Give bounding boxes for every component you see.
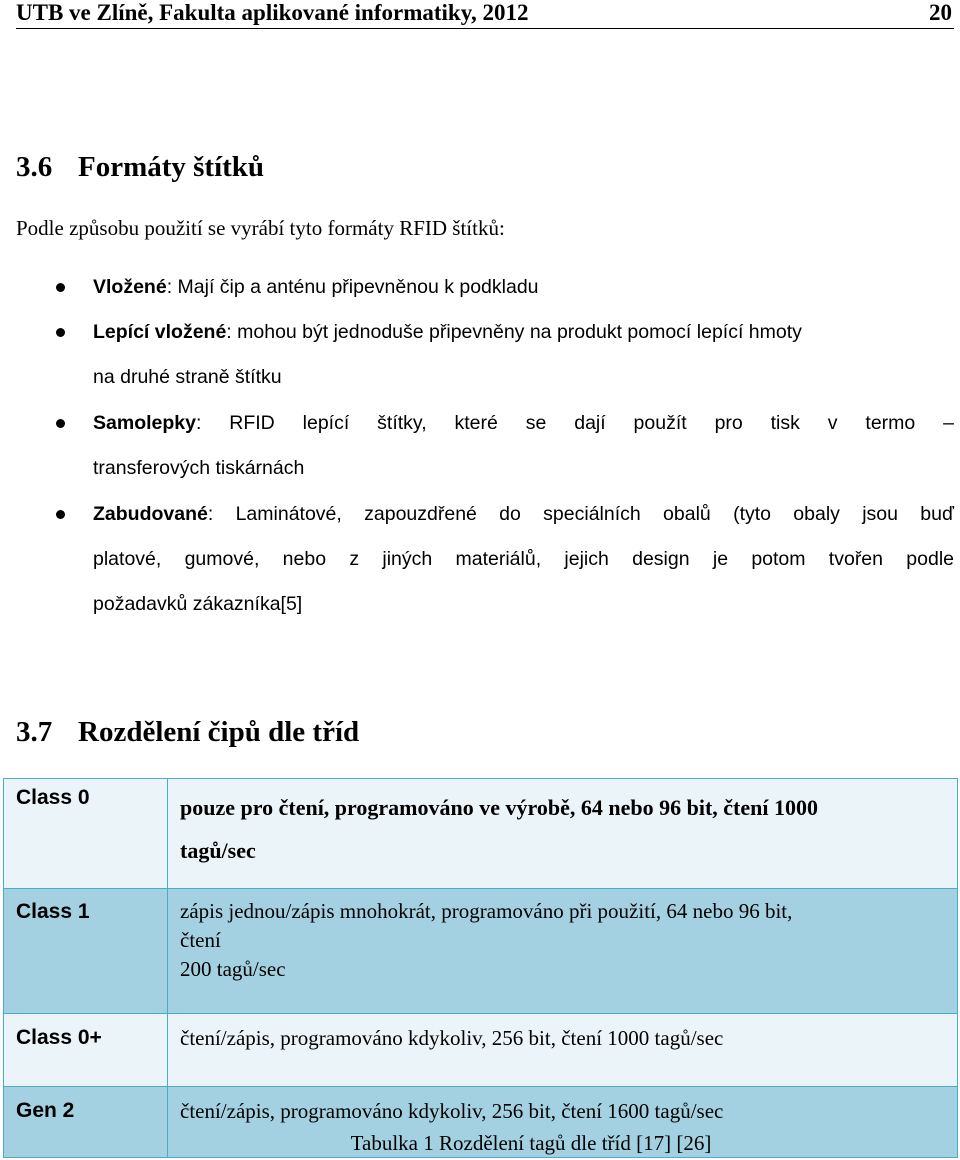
- section-number: 3.6: [16, 151, 53, 183]
- description-line: čtení/zápis, programováno kdykoliv, 256 bit, čtení 1600 tagů/sec: [180, 1099, 724, 1123]
- bullet-icon: [56, 510, 65, 519]
- description-line: zápis jednou/zápis mnohokrát, programováno při použití, 64 nebo 96 bit,: [180, 899, 793, 923]
- list-item-text: : mohou být jednoduše připevněny na produkt pomocí lepící hmoty: [226, 321, 802, 343]
- description-line: čtení/zápis, programováno kdykoliv, 256 bit, čtení 1000 tagů/sec: [180, 1026, 724, 1050]
- list-item-term: Vložené: [93, 276, 167, 298]
- class-cell: Class 0+: [4, 1014, 168, 1087]
- section-title: Rozdělení čipů dle tříd: [78, 716, 360, 748]
- list-item-text: : Mají čip a anténu připevněnou k podkladu: [166, 276, 539, 298]
- table-row: [4, 1014, 958, 1087]
- table-row: [4, 889, 958, 1014]
- list-item-text: požadavků zákazníka[5]: [93, 593, 303, 615]
- section-heading-3-6: [16, 150, 264, 184]
- list-item-term: Samolepky: [93, 412, 196, 434]
- table-row: [4, 779, 958, 889]
- list-item: [93, 401, 954, 491]
- section-heading-3-7: [16, 715, 359, 749]
- header-title: UTB ve Zlíně, Fakulta aplikované informatiky, 2012: [16, 0, 529, 25]
- bullet-icon: [56, 328, 65, 337]
- description-cell: [168, 779, 958, 889]
- list-item: [93, 310, 954, 400]
- section-title: Formáty štítků: [78, 151, 265, 183]
- description-line: 200 tagů/sec: [180, 957, 286, 981]
- description-line: pouze pro čtení, programováno ve výrobě, 64 nebo 96 bit, čtení 1000: [180, 795, 818, 820]
- section-number: 3.7: [16, 716, 53, 748]
- list-item: [93, 265, 954, 310]
- list-item-text: transferových tiskárnách: [93, 457, 305, 479]
- description-line: čtení: [180, 928, 221, 952]
- table-caption: Tabulka 1 Rozdělení tagů dle tříd [17] [26]: [350, 1131, 712, 1155]
- description-cell: [168, 889, 958, 1014]
- class-cell: Class 0: [4, 779, 168, 889]
- class-table: [3, 778, 958, 1158]
- list-item-text: : RFID lepící štítky, které se dají použít pro tisk v termo –: [195, 412, 954, 434]
- list-item: [93, 492, 954, 627]
- page-header: [16, 0, 954, 29]
- list-item-text: platové, gumové, nebo z jiných materiálů, jejich design je potom tvořen podle: [93, 548, 954, 570]
- description-cell: [168, 1014, 958, 1087]
- class-cell: Gen 2: [4, 1087, 168, 1158]
- intro-paragraph: Podle způsobu použití se vyrábí tyto formáty RFID štítků:: [16, 216, 505, 240]
- bullet-icon: [56, 283, 65, 292]
- list-item-term: Lepící vložené: [93, 321, 227, 343]
- description-line: tagů/sec: [180, 838, 256, 863]
- list-item-text: na druhé straně štítku: [93, 366, 282, 388]
- list-item-text: : Laminátové, zapouzdřené do speciálních obalů (tyto obaly jsou buď: [207, 503, 954, 525]
- list-item-term: Zabudované: [93, 503, 208, 525]
- class-cell: Class 1: [4, 889, 168, 1014]
- page-number: 20: [929, 0, 952, 25]
- bullet-icon: [56, 419, 65, 428]
